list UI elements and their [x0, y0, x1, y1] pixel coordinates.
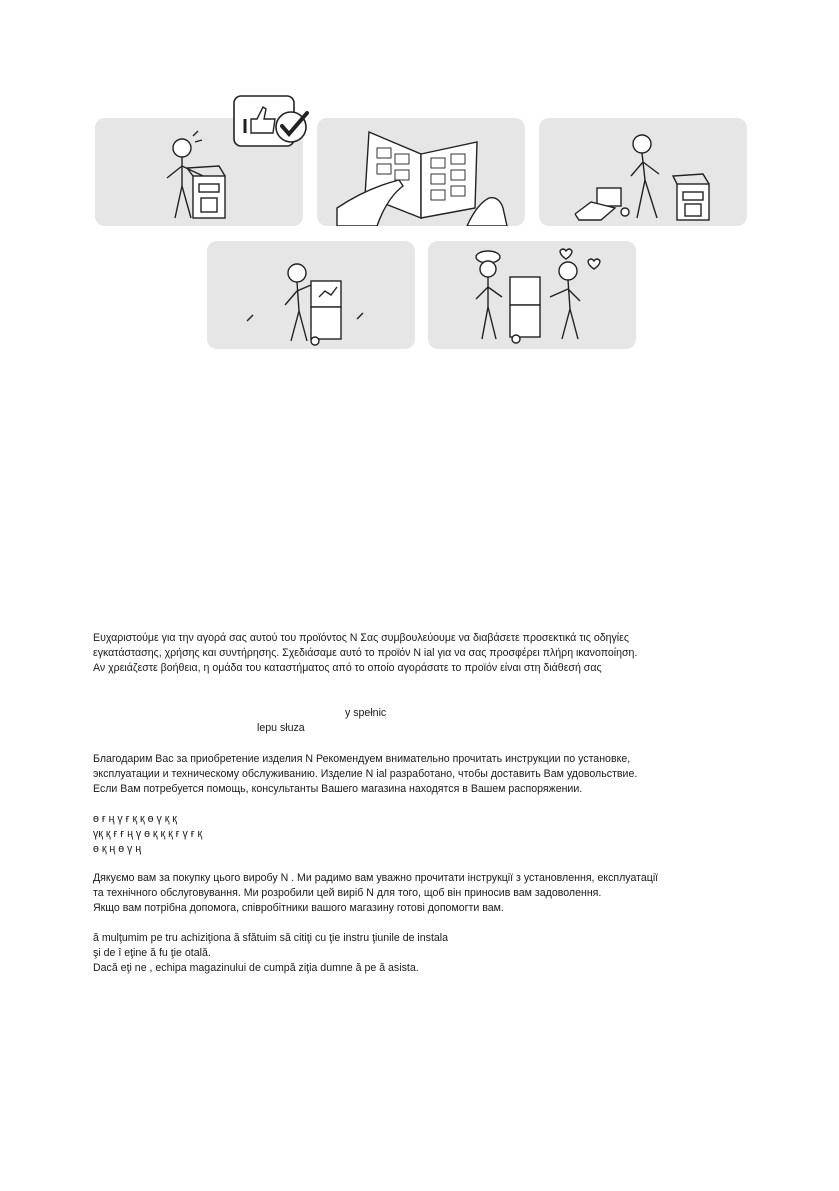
cooking-panel	[207, 241, 415, 349]
russian-paragraph	[93, 752, 753, 798]
ukrainian-line-3: Якщо вам потрібна допомога, співробітники вашого магазину готові допомогти вам.	[93, 902, 504, 915]
ukrainian-line-1: Дякуємо вам за покупку цього виробу N . Ми радимо вам уважно прочитати інструкції з установлення, експлуатації	[93, 872, 659, 884]
ukrainian-line-2: та технічного обслуговування. Ми розробили цей виріб N для того, щоб він приносив вам задоволення.	[93, 887, 602, 900]
reading-manual-panel	[317, 118, 525, 226]
greek-line-2: εγκατάστασης, χρήσης και συντήρησης. Σχεδιάσαμε αυτό το προϊόν N ial για να σας προσφέρει πλήρη ικανοποίηση.	[93, 647, 638, 660]
polish-fragment-2: lepu słuza	[257, 722, 305, 734]
kazakh-line-2: үқ қ ғ ғ ң ү ө қ қ қ ғ ү ғ қ	[93, 828, 203, 841]
greek-paragraph	[93, 631, 753, 677]
russian-line-2: эксплуатации и техническому обслуживанию. Изделие N ial разработано, чтобы доставить Вам удовольствие.	[93, 768, 638, 781]
manual-illustration	[317, 118, 525, 226]
greek-line-3: Αν χρειάζεστε βοήθεια, η ομάδα του καταστήματος από το οποίο αγοράσατε το προϊόν είναι στη διάθεσή σας	[93, 662, 602, 675]
greek-line-1: Ευχαριστούμε για την αγορά σας αυτού του προϊόντος N Σας συμβουλεύουμε να διαβάσετε προσεκτικά τις οδηγίες	[93, 632, 629, 644]
kazakh-paragraph	[93, 812, 753, 858]
romanian-paragraph	[93, 931, 753, 977]
romanian-line-2: şi de î eţine ă fu ţie otală.	[93, 947, 211, 960]
russian-line-3: Если Вам потребуется помощь, консультанты Вашего магазина находятся в Вашем распоряжении.	[93, 783, 583, 796]
kazakh-line-1: ө ғ ң ү ғ қ қ ө ү қ қ	[93, 813, 177, 825]
polish-fragment-1: y spełnic	[345, 707, 387, 719]
kazakh-line-3: ө қ ң ө ү ң	[93, 843, 142, 856]
happy-users-illustration	[428, 241, 636, 349]
romanian-line-3: Dacă eţi ne , echipa magazinului de cumpă ziţia dumne ă pe ă asista.	[93, 962, 419, 975]
ukrainian-paragraph	[93, 871, 753, 917]
thumbs-up-check-icon	[233, 95, 309, 149]
romanian-line-1: ă mulţumim pe tru achiziţiona ă sfătuim să citiţi cu ţie instru ţiunile de instala	[93, 932, 449, 944]
installation-panel	[539, 118, 747, 226]
installation-illustration	[539, 118, 747, 226]
cooking-illustration	[207, 241, 415, 349]
happy-users-panel	[428, 241, 636, 349]
russian-line-1: Благодарим Вас за приобретение изделия N Рекомендуем внимательно прочитать инструкции по установке,	[93, 753, 631, 765]
approval-badge	[233, 95, 309, 149]
